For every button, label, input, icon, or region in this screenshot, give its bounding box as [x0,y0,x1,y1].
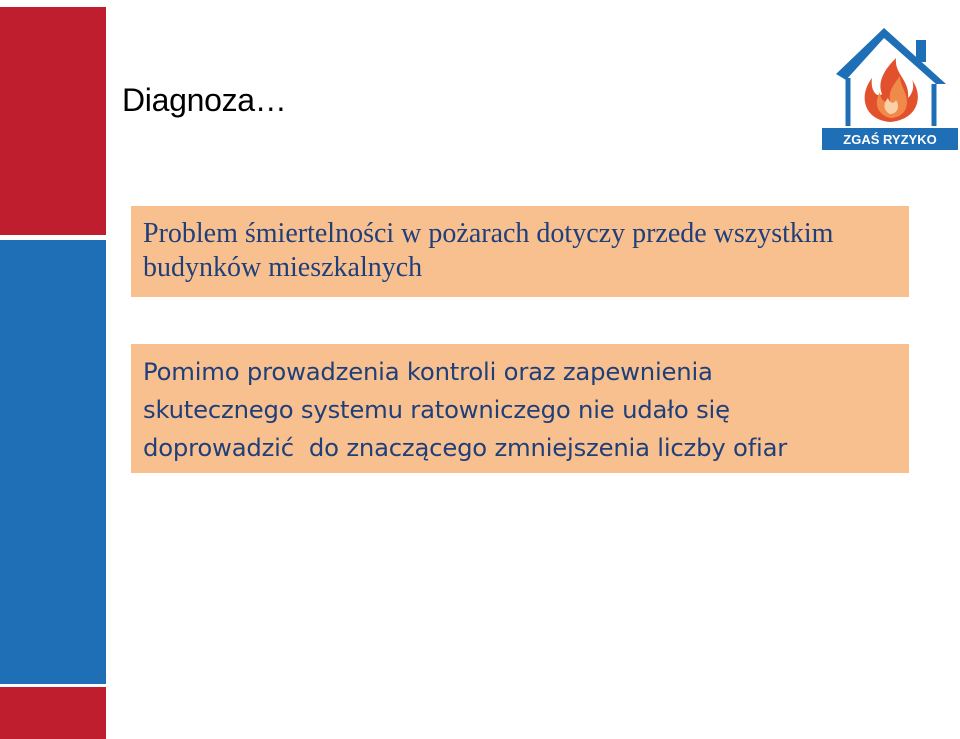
statement-line-1: Pomimo prowadzenia kontroli oraz zapewnienia [143,357,713,386]
statement-line-2: skutecznego systemu ratowniczego nie udało się [143,395,730,424]
slide-title: Diagnoza… [122,82,287,118]
zgas-ryzyko-logo [818,22,958,152]
left-blue-bar [0,240,106,684]
left-red-bar-top [0,7,106,235]
statement-box-problem [131,206,909,297]
flame-icon [865,58,918,122]
statement-line-3: doprowadzić do znaczącego zmniejszenia liczby ofiar [143,433,788,462]
logo-text: ZGAŚ RYZYKO [843,132,937,147]
statement-box-diagnosis [131,344,909,473]
statement-problem-text: Problem śmiertelności w pożarach dotyczy przede wszystkim budynków mieszkalnych [143,218,834,283]
left-red-bar-bottom [0,687,106,739]
